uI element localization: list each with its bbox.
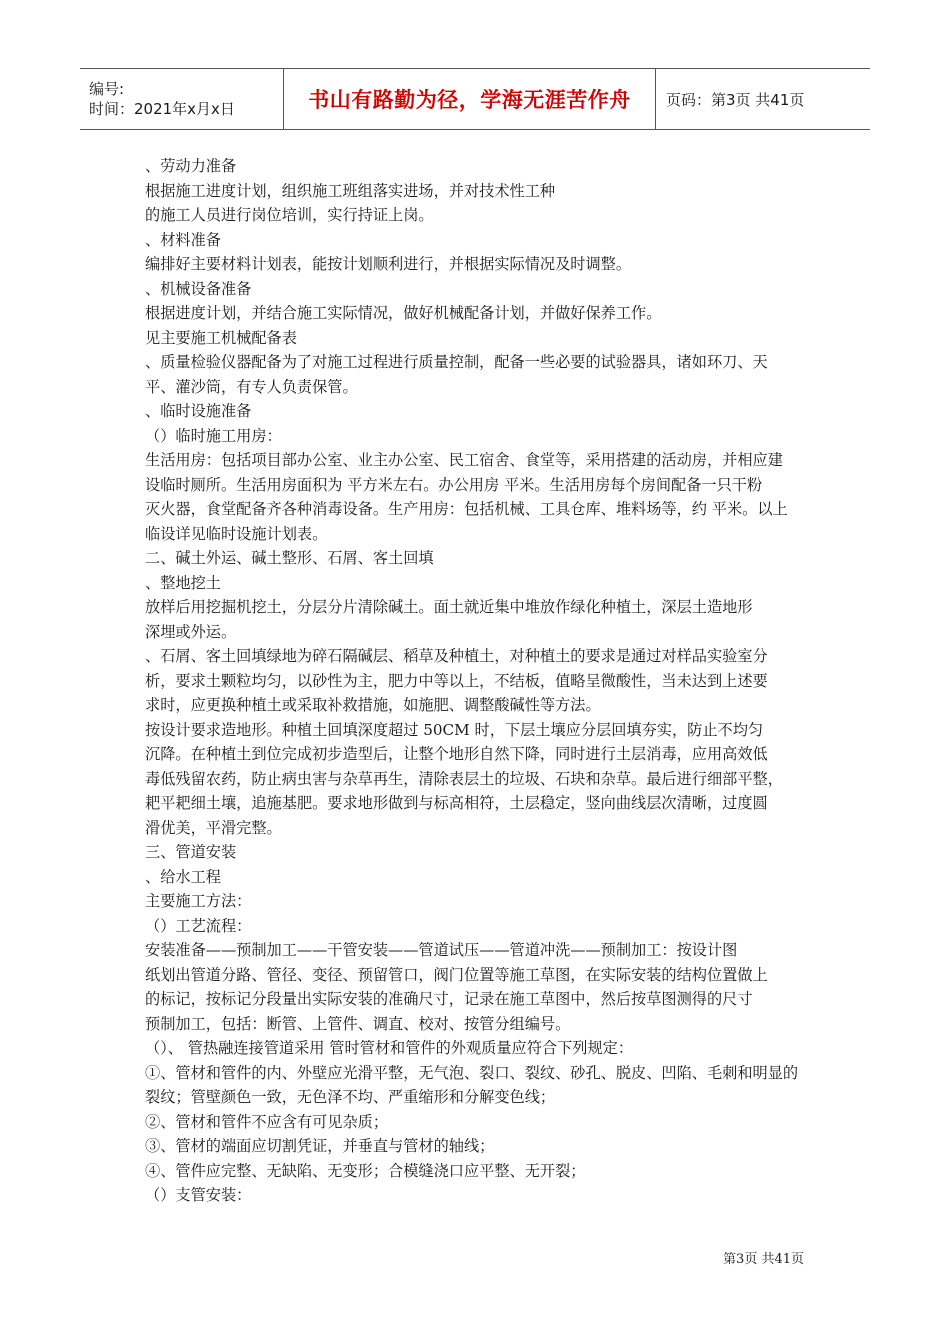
page-header: [80, 68, 870, 130]
body-line: 、机械设备准备: [145, 279, 252, 298]
header-motto: 书山有路勤为径，学海无涯苦作舟: [308, 88, 631, 112]
body-line: 安装准备——预制加工——干管安装——管道试压——管道冲洗——预制加工：按设计图: [145, 941, 738, 959]
body-line: 根据进度计划，并结合施工实际情况，做好机械配备计划，并做好保养工作。: [145, 304, 662, 322]
body-line: 的标记，按标记分段量出实际安装的准确尺寸，记录在施工草图中，然后按草图测得的尺寸: [145, 990, 753, 1008]
body-line: （）工艺流程：: [145, 916, 252, 935]
body-line: 、给水工程: [145, 867, 221, 886]
body-line: 滑优美，平滑完整。: [145, 818, 282, 837]
body-line: 编排好主要材料计划表，能按计划顺利进行，并根据实际情况及时调整。: [145, 255, 631, 273]
body-line: 平、灌沙筒，有专人负责保管。: [145, 377, 358, 396]
body-line: 、石屑、客土回填绿地为碎石隔碱层、稻草及种植土，对种植土的要求是通过对样品实验室分: [145, 647, 768, 665]
body-line: ①、管材和管件的内、外壁应光滑平整，无气泡、裂口、裂纹、砂孔、脱皮、凹陷、毛刺和明显的: [145, 1063, 799, 1082]
body-line: 的施工人员进行岗位培训，实行持证上岗。: [145, 206, 434, 224]
body-line: （）、 管热融连接管道采用 管时管材和管件的外观质量应符合下列规定：: [145, 1039, 634, 1057]
body-line: 、质量检验仪器配备为了对施工过程进行质量控制，配备一些必要的试验器具，诸如环刀、天: [145, 353, 768, 371]
document-date: 时间：2021年x月x日: [89, 100, 235, 118]
page-footer: 第3页 共41页: [723, 1252, 804, 1267]
body-line: 深埋或外运。: [145, 622, 237, 641]
header-page-cell: [656, 69, 870, 129]
body-line: 二、碱土外运、碱土整形、石屑、客土回填: [145, 549, 434, 567]
body-line: 预制加工，包括：断管、上管件、调直、校对、按管分组编号。: [145, 1014, 571, 1033]
body-line: 、整地挖土: [145, 573, 221, 592]
header-motto-cell: [283, 69, 656, 129]
body-line: 设临时厕所。生活用房面积为 平方米左右。办公用房 平米。生活用房每个房间配备一只干粉: [145, 475, 763, 494]
body-line: 求时，应更换种植土或采取补救措施，如施肥、调整酸碱性等方法。: [145, 696, 601, 714]
body-line: 析，要求土颗粒均匀，以砂性为主，肥力中等以上，不结板，值略呈微酸性，当未达到上述要: [145, 671, 768, 690]
body-line: ④、管件应完整、无缺陷、无变形；合模缝浇口应平整、无开裂；: [145, 1161, 586, 1180]
body-line: （）临时施工用房：: [145, 426, 282, 445]
body-line: ③、管材的端面应切割凭证，并垂直与管材的轴线；: [145, 1137, 495, 1155]
body-line: 沉降。在种植土到位完成初步造型后，让整个地形自然下降，同时进行土层消毒，应用高效低: [145, 745, 768, 763]
body-line: 耙平耙细土壤，追施基肥。要求地形做到与标高相符，土层稳定，竖向曲线层次清晰，过度圆: [145, 794, 768, 812]
header-page-number: 页码：第3页 共41页: [666, 90, 805, 109]
body-line: 临设详见临时设施计划表。: [145, 524, 328, 543]
body-line: 、劳动力准备: [145, 157, 237, 175]
body-line: 见主要施工机械配备表: [145, 328, 297, 347]
body-line: 主要施工方法：: [145, 892, 252, 910]
body-line: ②、管材和管件不应含有可见杂质；: [145, 1112, 388, 1131]
body-line: （）支管安装：: [145, 1186, 252, 1204]
body-line: 三、管道安装: [145, 843, 237, 861]
body-line: 放样后用挖掘机挖土，分层分片清除碱土。面土就近集中堆放作绿化种植土，深层土造地形: [145, 598, 753, 616]
body-line: 生活用房：包括项目部办公室、业主办公室、民工宿舍、食堂等，采用搭建的活动房，并相应建: [145, 451, 783, 469]
body-line: 纸划出管道分路、管径、变径、预留管口，阀门位置等施工草图，在实际安装的结构位置做上: [145, 965, 768, 984]
document-number-label: 编号:: [89, 80, 125, 98]
header-meta: [80, 69, 283, 129]
body-line: 根据施工进度计划，组织施工班组落实进场，并对技术性工种: [145, 181, 556, 200]
body-line: 按设计要求造地形。种植土回填深度超过 50CM 时，下层土壤应分层回填夯实，防止不均匀: [145, 720, 764, 739]
body-line: 裂纹；管壁颜色一致，无色泽不均、严重缩形和分解变色线；: [145, 1088, 556, 1106]
body-line: 灭火器，食堂配备齐各种消毒设备。生产用房：包括机械、工具仓库、堆料场等，约 平米。以上: [145, 500, 788, 518]
body-line: 、材料准备: [145, 230, 221, 249]
document-body: [145, 154, 813, 1208]
body-line: 、临时设施准备: [145, 402, 252, 420]
body-line: 毒低残留农药，防止病虫害与杂草再生，清除表层土的垃圾、石块和杂草。最后进行细部平整，: [145, 769, 783, 788]
